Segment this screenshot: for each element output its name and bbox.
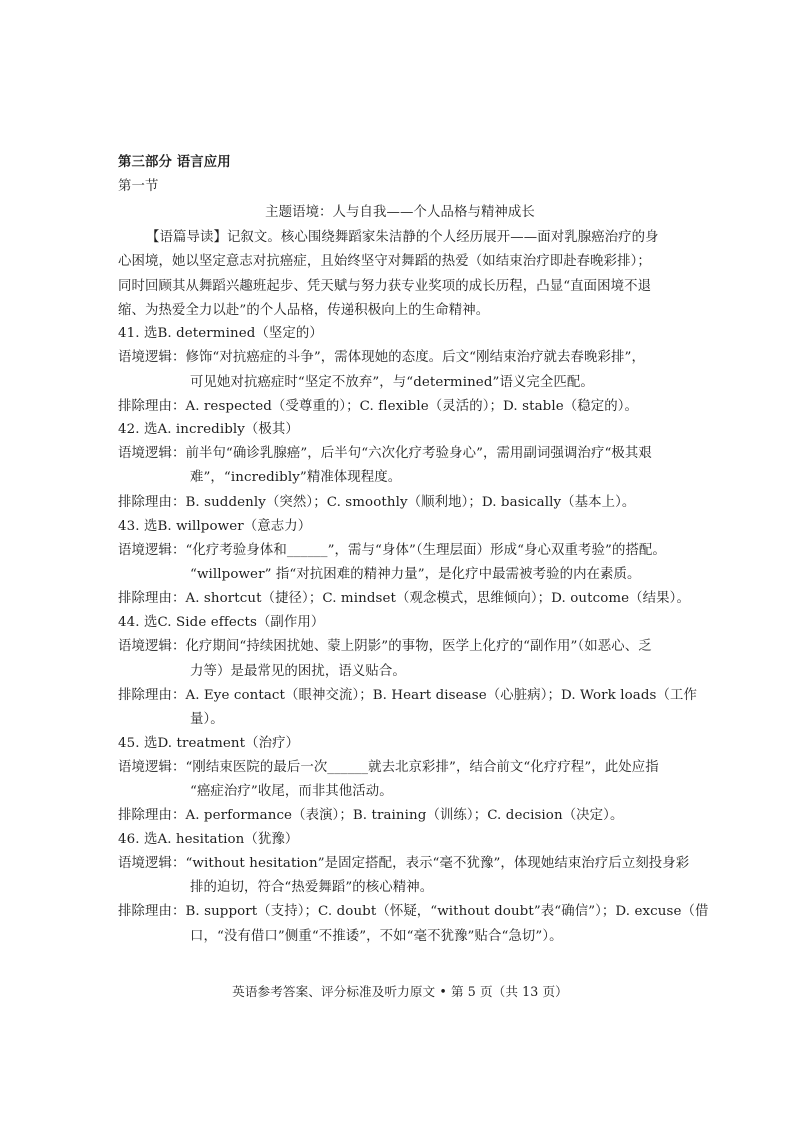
logic-line: 语境逻辑：前半句“确诊乳腺癌”，后半句“六次化疗考验身心”，需用副词强调治疗“极其艰 <box>118 446 652 461</box>
intro-line: 心困境，她以坚定意志对抗癌症，且始终坚守对舞蹈的热爱（如结束治疗即赴春晚彩排）； <box>118 254 651 269</box>
logic-line: 语境逻辑：“刚结束医院的最后一次______就去北京彩排”，结合前文“化疗疗程”，此处应指 <box>118 760 659 775</box>
page-footer: 英语参考答案、评分标准及听力原文 • 第 5 页（共 13 页） <box>232 984 568 999</box>
logic-line: 力等）是最常见的困扰，语义贴合。 <box>190 664 406 679</box>
answer-45: 45. 选D. treatment（治疗） <box>118 736 300 751</box>
logic-line: “willpower” 指“对抗困难的精神力量”，是化疗中最需被考验的内在素质。 <box>190 567 641 582</box>
logic-line: 排的迫切，符合“热爱舞蹈”的核心精神。 <box>190 880 434 895</box>
section-title: 第一节 <box>118 179 159 194</box>
answer-46: 46. 选A. hesitation（犹豫） <box>118 832 299 847</box>
logic-line: 可见她对抗癌症时“坚定不放弃”，与“determined”语义完全匹配。 <box>190 375 594 390</box>
logic-line: “癌症治疗”收尾，而非其他活动。 <box>190 784 393 799</box>
logic-line: 难”，“incredibly”精准体现程度。 <box>190 470 402 485</box>
exclude-line: 量）。 <box>190 712 224 727</box>
exclude-line: 排除理由：A. performance（表演）；B. training（训练）；C. decision（决定）。 <box>118 808 624 823</box>
exclude-line: 排除理由：A. shortcut（捷径）；C. mindset（观念模式，思维倾向）；D. outcome（结果）。 <box>118 591 690 606</box>
exclude-line: 排除理由：B. suddenly（突然）；C. smoothly（顺利地）；D. basically（基本上）。 <box>118 495 636 510</box>
exclude-line: 排除理由：A. respected（受尊重的）；C. flexible（灵活的）；D. stable（稳定的）。 <box>118 399 638 414</box>
theme-heading: 主题语境：人与自我——个人品格与精神成长 <box>265 205 535 220</box>
logic-line: 语境逻辑：“without hesitation”是固定搭配，表示“毫不犹豫”，体现她结束治疗后立刻投身彩 <box>118 856 690 871</box>
answer-44: 44. 选C. Side effects（副作用） <box>118 615 325 630</box>
answer-42: 42. 选A. incredibly（极其） <box>118 422 299 437</box>
intro-line: 同时回顾其从舞蹈兴趣班起步、凭天赋与努力获专业奖项的成长历程，凸显“直面困境不退 <box>118 279 652 294</box>
logic-line: 语境逻辑：修饰“对抗癌症的斗争”，需体现她的态度。后文“刚结束治疗就去春晚彩排”， <box>118 350 645 365</box>
answer-43: 43. 选B. willpower（意志力） <box>118 519 312 534</box>
part-title: 第三部分 语言应用 <box>118 155 231 170</box>
exclude-line: 排除理由：A. Eye contact（眼神交流）；B. Heart disease（心脏病）；D. Work loads（工作 <box>118 688 697 703</box>
exclude-line: 排除理由：B. support（支持）；C. doubt（怀疑，“without doubt”表“确信”）；D. excuse（借 <box>118 904 709 919</box>
logic-line: 语境逻辑：“化疗考验身体和______”，需与“身体”（生理层面）形成“身心双重考验”的搭配。 <box>118 543 666 558</box>
answer-41: 41. 选B. determined（坚定的） <box>118 326 323 341</box>
logic-line: 语境逻辑：化疗期间“持续困扰她、蒙上阴影”的事物，医学上化疗的“副作用”（如恶心、乏 <box>118 639 652 654</box>
intro-line: 缩、为热爱全力以赴”的个人品格，传递积极向上的生命精神。 <box>118 303 490 318</box>
intro-line: 【语篇导读】记叙文。核心围绕舞蹈家朱洁静的个人经历展开——面对乳腺癌治疗的身 <box>146 230 659 245</box>
exclude-line: 口，“没有借口”侧重“不推诿”，不如“毫不犹豫”贴合“急切”）。 <box>190 929 563 944</box>
